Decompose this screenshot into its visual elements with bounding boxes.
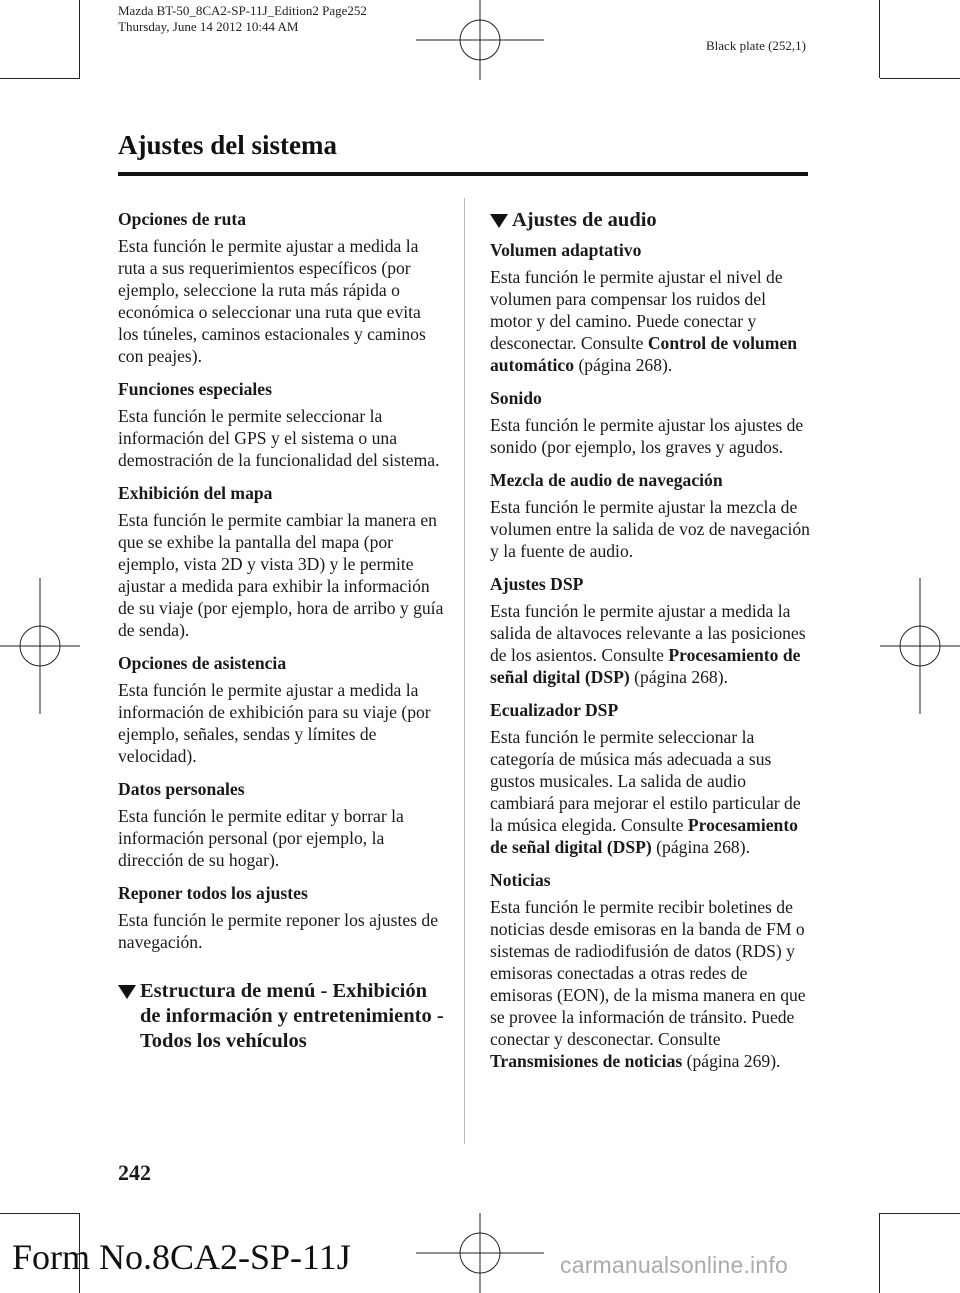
left-item <box>118 378 444 471</box>
paragraph: Esta función le permite ajustar a medida la información de exhibición para su viaje (por ejemplo, señales, sendas y límites de velocidad). <box>118 680 431 766</box>
cross-reference: Procesamiento de señal digital (DSP) <box>490 815 798 857</box>
subheading: Opciones de ruta <box>118 209 247 229</box>
subheading: Opciones de asistencia <box>118 653 287 673</box>
paragraph <box>490 896 812 1072</box>
triangle-marker-icon <box>118 985 136 999</box>
subheading: Sonido <box>490 388 542 408</box>
watermark: carmanualsonline.info <box>560 1252 788 1278</box>
file-info-line1: Mazda BT-50_8CA2-SP-11J_Edition2 Page252 <box>118 3 367 18</box>
paragraph: Esta función le permite reponer los ajustes de navegación. <box>118 910 439 952</box>
subheading: Ecualizador DSP <box>490 700 619 720</box>
paragraph: Esta función le permite ajustar a medida la ruta a sus requerimientos específicos (por ejemplo, seleccione la ruta más rápida o económica o seleccionar una ruta que evita los túneles, caminos estacionales y caminos con peajes). <box>118 236 426 366</box>
crop-mark <box>79 0 80 78</box>
page-title: Ajustes del sistema <box>118 130 337 160</box>
page-reference: (página 268). <box>629 667 728 687</box>
section-heading-text: Ajustes de audio <box>512 209 657 231</box>
paragraph: Esta función le permite seleccionar la información del GPS y el sistema o una demostración de la funcionalidad del sistema. <box>118 406 440 470</box>
paragraph-text: Esta función le permite seleccionar la categoría de música más adecuada a sus gustos musicales. La salida de audio cambiará para mejorar el estilo particular de la música elegida. Consulte <box>490 727 801 835</box>
paragraph: Esta función le permite ajustar la mezcla de volumen entre la salida de voz de navegación y la fuente de audio. <box>490 497 810 561</box>
subheading: Funciones especiales <box>118 379 272 399</box>
section-heading-text: Estructura de menú - Exhibición de información y entretenimiento - Todos los vehículos <box>140 980 444 1052</box>
left-item <box>118 482 444 641</box>
left-column <box>118 208 444 1064</box>
paragraph-text: Esta función le permite ajustar a medida la salida de altavoces relevante a las posiciones de los asientos. Consulte <box>490 601 806 665</box>
crop-mark <box>879 0 880 78</box>
cross-reference: Procesamiento de señal digital (DSP) <box>490 645 801 687</box>
crop-mark <box>880 1213 960 1214</box>
cross-reference: Transmisiones de noticias <box>490 1051 683 1071</box>
section-heading-audio <box>490 208 812 233</box>
crop-mark <box>0 1213 80 1214</box>
registration-mark-left <box>0 578 80 714</box>
right-item <box>490 869 812 1072</box>
page-reference: (página 268). <box>574 355 673 375</box>
registration-mark-right <box>880 578 960 714</box>
right-item <box>490 573 812 688</box>
triangle-marker-icon <box>490 214 508 228</box>
paragraph-text: Esta función le permite recibir boletines de noticias desde emisoras en la banda de FM o sistemas de radiodifusión de datos (RDS) y emisoras conectadas a otras redes de emisoras (EON), de la misma manera en que se provee la información de tránsito. Puede conectar y desconectar. Consulte <box>490 897 806 1049</box>
column-divider <box>464 198 465 1144</box>
subheading: Reponer todos los ajustes <box>118 883 308 903</box>
right-column <box>490 208 812 1083</box>
paragraph: Esta función le permite ajustar los ajustes de sonido (por ejemplo, los graves y agudos. <box>490 415 804 457</box>
subheading: Datos personales <box>118 779 245 799</box>
paragraph <box>490 726 812 858</box>
page-reference: (página 269). <box>682 1051 781 1071</box>
registration-mark-top <box>416 0 544 80</box>
section-heading-menu-structure <box>118 979 444 1054</box>
file-info-line2: Thursday, June 14 2012 10:44 AM <box>118 19 299 34</box>
title-rule <box>118 172 808 176</box>
paragraph-text: Esta función le permite ajustar el nivel de volumen para compensar los ruidos del motor y del camino. Puede conectar y desconectar. Consulte <box>490 267 783 353</box>
crop-mark <box>879 1213 880 1293</box>
subheading: Ajustes DSP <box>490 574 584 594</box>
cross-reference: Control de volumen automático <box>490 333 798 375</box>
subheading: Noticias <box>490 870 551 890</box>
left-item <box>118 882 444 953</box>
crop-mark <box>0 78 80 79</box>
registration-mark-bottom <box>416 1213 544 1293</box>
subheading: Volumen adaptativo <box>490 240 642 260</box>
plate-label: Black plate (252,1) <box>706 38 806 53</box>
subheading: Exhibición del mapa <box>118 483 273 503</box>
right-item <box>490 387 812 458</box>
form-number: Form No.8CA2-SP-11J <box>12 1237 351 1277</box>
subheading: Mezcla de audio de navegación <box>490 470 723 490</box>
left-item <box>118 208 444 367</box>
crop-mark <box>880 78 960 79</box>
right-item <box>490 469 812 562</box>
right-item <box>490 239 812 376</box>
paragraph <box>490 266 812 376</box>
page-number: 242 <box>118 1160 151 1185</box>
left-item <box>118 778 444 871</box>
paragraph <box>490 600 812 688</box>
paragraph: Esta función le permite cambiar la manera en que se exhibe la pantalla del mapa (por ejemplo, vista 2D y vista 3D) y le permite ajustar a medida para exhibir la información de su viaje (por ejemplo, hora de arribo y guía de senda). <box>118 510 444 640</box>
paragraph: Esta función le permite editar y borrar la información personal (por ejemplo, la dirección de su hogar). <box>118 806 404 870</box>
right-item <box>490 699 812 858</box>
page-reference: (página 268). <box>651 837 750 857</box>
left-item <box>118 652 444 767</box>
